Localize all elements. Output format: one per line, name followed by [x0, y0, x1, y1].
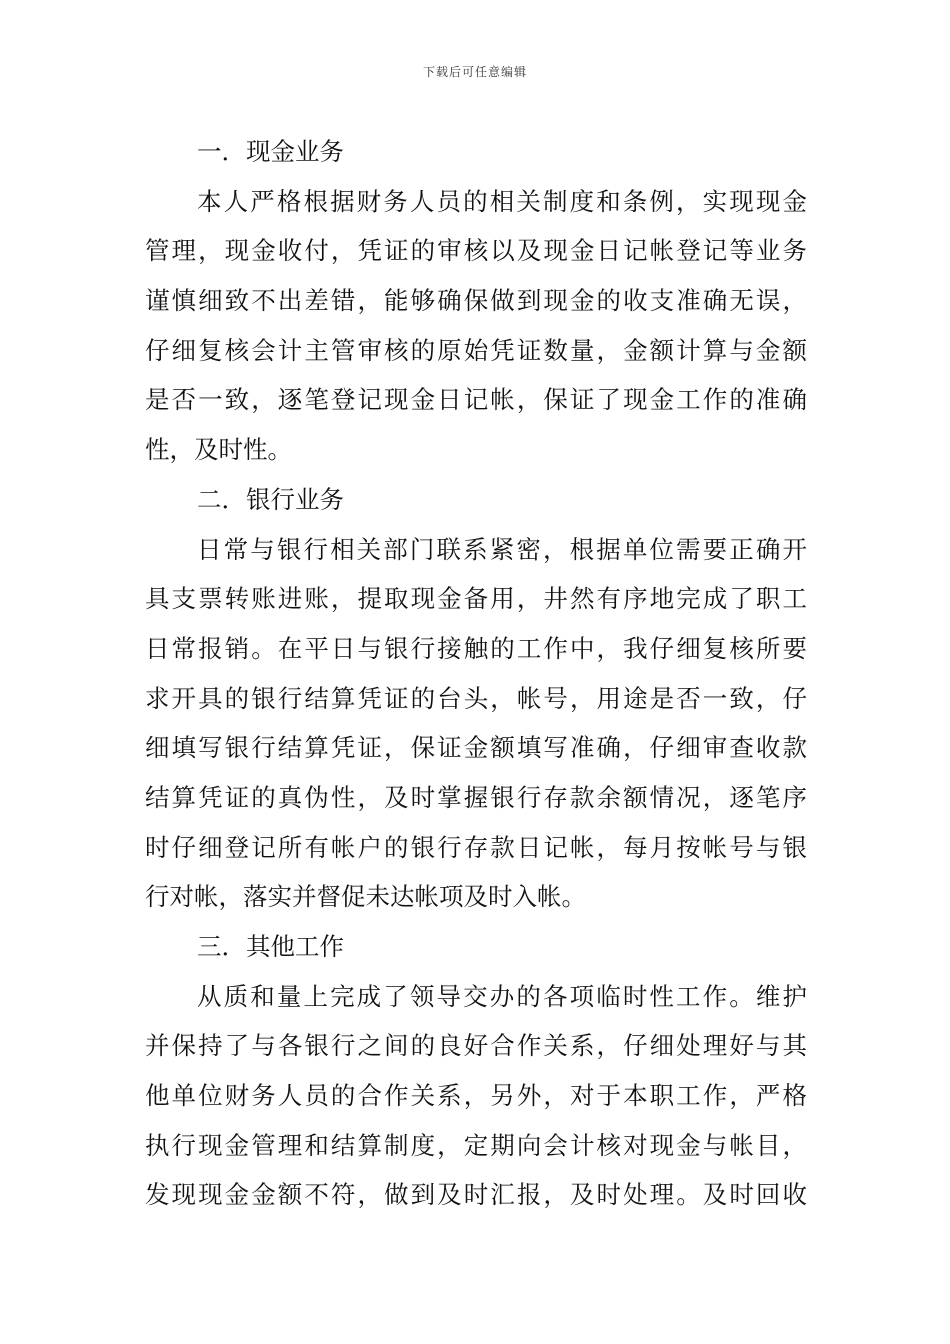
paragraph-line: 求开具的银行结算凭证的台头，帐号，用途是否一致，仔: [145, 683, 807, 713]
paragraph-line: 是否一致，逐笔登记现金日记帐，保证了现金工作的准确: [145, 385, 807, 415]
paragraph-line: 执行现金管理和结算制度，定期向会计核对现金与帐目，: [145, 1130, 807, 1160]
paragraph-line: 结算凭证的真伪性，及时掌握银行存款余额情况，逐笔序: [145, 782, 807, 812]
paragraph-line: 发现现金金额不符，做到及时汇报，及时处理。及时回收: [145, 1180, 807, 1210]
paragraph-line: 本人严格根据财务人员的相关制度和条例，实现现金: [197, 186, 807, 216]
paragraph-line: 日常报销。在平日与银行接触的工作中，我仔细复核所要: [145, 633, 807, 663]
paragraph-line: 并保持了与各银行之间的良好合作关系，仔细处理好与其: [145, 1031, 807, 1061]
paragraph-line: 时仔细登记所有帐户的银行存款日记帐，每月按帐号与银: [145, 832, 807, 862]
section-heading-bank: 二．银行业务: [197, 484, 344, 514]
section-heading-cash: 一．现金业务: [197, 137, 344, 166]
paragraph-line: 行对帐，落实并督促未达帐项及时入帐。: [145, 882, 586, 912]
paragraph-line: 细填写银行结算凭证，保证金额填写准确，仔细审查收款: [145, 733, 807, 763]
section-heading-other: 三．其他工作: [197, 932, 344, 961]
paragraph-line: 谨慎细致不出差错，能够确保做到现金的收支准确无误，: [145, 286, 807, 316]
paragraph-line: 他单位财务人员的合作关系，另外，对于本职工作，严格: [145, 1081, 807, 1111]
page-header: 下载后可任意编辑: [422, 65, 527, 79]
paragraph-line: 管理，现金收付，凭证的审核以及现金日记帐登记等业务: [145, 236, 807, 266]
document-body: [145, 127, 807, 1220]
paragraph-line: 仔细复核会计主管审核的原始凭证数量，金额计算与金额: [145, 335, 807, 365]
paragraph-line: 具支票转账进账，提取现金备用，井然有序地完成了职工: [145, 584, 807, 614]
paragraph-line: 日常与银行相关部门联系紧密，根据单位需要正确开: [197, 534, 807, 564]
paragraph-line: 性，及时性。: [145, 435, 292, 465]
paragraph-line: 从质和量上完成了领导交办的各项临时性工作。维护: [197, 981, 807, 1011]
